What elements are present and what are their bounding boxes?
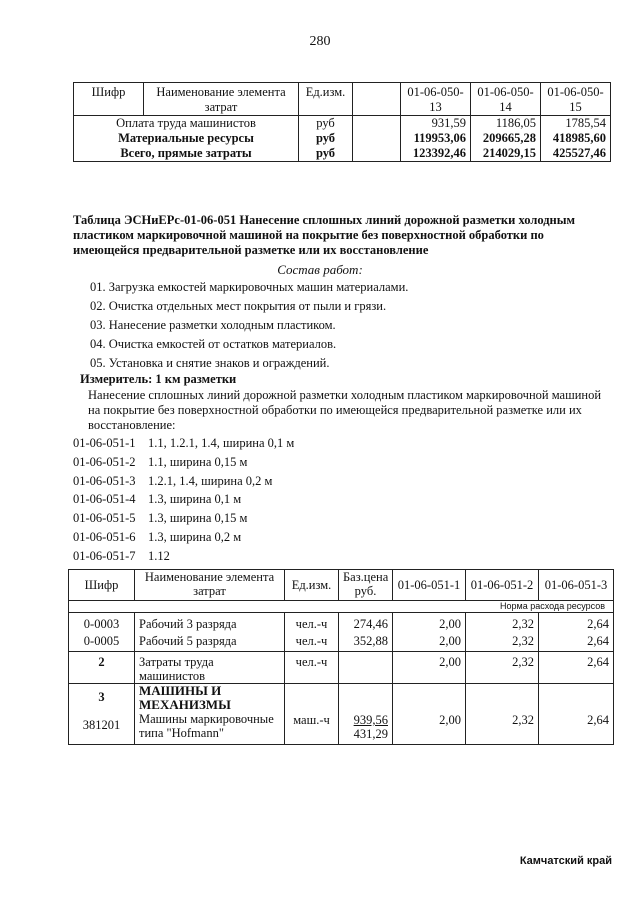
header-col-15: 01-06-050-15: [541, 83, 611, 116]
operation-item: 05. Установка и снятие знаков и ограждений.: [90, 356, 330, 370]
machine-price-cell: [339, 684, 393, 745]
row-value: 2,64: [539, 652, 614, 684]
table-header-row: [74, 83, 611, 116]
row-name: Оплата труда машинистов: [74, 116, 299, 132]
row-value: 2,64: [587, 713, 609, 727]
row-value: 209665,28: [471, 131, 541, 146]
row-value: 1785,54: [541, 116, 611, 132]
section-name: МАШИНЫ И МЕХАНИЗМЫ: [139, 683, 231, 712]
code-text: 1.3, ширина 0,2 м: [148, 529, 242, 544]
code-item: [73, 490, 294, 509]
table-row: [74, 116, 611, 132]
header-unit: Ед.изм.: [285, 570, 339, 601]
header-col-2: 01-06-051-2: [466, 570, 539, 601]
measure-unit: Измеритель: 1 км разметки: [80, 372, 237, 386]
header-empty: [353, 83, 401, 116]
code-item: [73, 472, 294, 491]
row-value: 2,00: [393, 631, 466, 652]
operation-item: 02. Очистка отдельных мест покрытия от пыли и грязи.: [90, 299, 387, 313]
machine-price-2: 431,29: [353, 727, 388, 741]
page-number: 280: [309, 34, 331, 49]
code-item: [73, 528, 294, 547]
operation-item: 01. Загрузка емкостей маркировочных машин материалами.: [90, 280, 409, 294]
code-id: 01-06-051-3: [73, 473, 136, 488]
table-row: [74, 146, 611, 162]
code-text: 1.1, 1.2.1, 1.4, ширина 0,1 м: [148, 436, 295, 450]
header-col-13: 01-06-050-13: [401, 83, 471, 116]
table-row: [69, 684, 614, 745]
row-unit: чел.-ч: [285, 613, 339, 632]
row-unit: руб: [299, 116, 353, 132]
section-code: 3: [98, 690, 105, 704]
row-price: 352,88: [339, 631, 393, 652]
code-text: 1.1, ширина 0,15 м: [148, 454, 248, 469]
norm-row: [69, 601, 614, 613]
row-value: 2,32: [466, 652, 539, 684]
norm-label: Норма расхода ресурсов: [69, 601, 614, 613]
code-text: 1.12: [148, 548, 170, 563]
row-value: 123392,46: [401, 146, 471, 162]
row-value: 2,00: [393, 652, 466, 684]
operation-item: 04. Очистка емкостей от остатков материалов.: [90, 337, 337, 351]
row-empty: [353, 116, 401, 132]
code-id: 01-06-051-5: [73, 511, 136, 526]
description: Нанесение сплошных линий дорожной разметки холодным пластиком маркировочной машиной на покрытие без поверхностной обработки по имеющейся предварительной разметке или их восстановление:: [88, 388, 602, 432]
row-value: 931,59: [401, 116, 471, 132]
machine-value-cell: [466, 684, 539, 745]
row-code: 2: [69, 652, 135, 684]
row-unit: руб: [299, 131, 353, 146]
operation-item: 03. Нанесение разметки холодным пластиком.: [90, 318, 336, 332]
header-name: Наименование элемента затрат: [144, 83, 299, 116]
row-value: 2,32: [512, 713, 534, 727]
row-value: 2,32: [466, 613, 539, 632]
code-item: [73, 453, 294, 472]
header-col-1: 01-06-051-1: [393, 570, 466, 601]
resources-table: [68, 569, 614, 745]
row-value: 214029,15: [471, 146, 541, 162]
code-text: 1.3, ширина 0,1 м: [148, 492, 242, 507]
code-item: [73, 509, 294, 528]
code-text: 1.3, ширина 0,15 м: [148, 511, 248, 526]
row-unit: руб: [299, 146, 353, 162]
machine-code: 381201: [82, 718, 121, 732]
machine-unit-cell: [285, 684, 339, 745]
row-code: 0-0003: [69, 613, 135, 632]
row-value: 2,64: [539, 631, 614, 652]
row-value: 2,00: [393, 613, 466, 632]
code-item: [73, 434, 294, 453]
table-row: [69, 652, 614, 684]
code-id: 01-06-051-7: [73, 548, 136, 563]
table-row: [69, 613, 614, 632]
row-empty: [353, 146, 401, 162]
machine-unit: маш.-ч: [293, 713, 330, 727]
row-value: 418985,60: [541, 131, 611, 146]
header-col-14: 01-06-050-14: [471, 83, 541, 116]
composition-title: Состав работ:: [277, 262, 363, 277]
table-header-row: [69, 570, 614, 601]
row-value: 2,64: [539, 613, 614, 632]
section-heading: Таблица ЭСНиЕРс-01-06-051 Нанесение сплошных линий дорожной разметки холодным пластиком маркировочной машиной на покрытие без поверхностной обработки по имеющейся предварительной разметке или их восстановление: [73, 213, 576, 257]
table-row: [69, 631, 614, 652]
code-id: 01-06-051-1: [73, 436, 136, 450]
costs-table-top: [73, 82, 611, 162]
machine-value-cell: [393, 684, 466, 745]
machine-value-cell: [539, 684, 614, 745]
row-empty: [353, 131, 401, 146]
section-name-cell: [135, 684, 285, 745]
table-row: [74, 131, 611, 146]
row-unit: чел.-ч: [285, 631, 339, 652]
footer-region: Камчатский край: [519, 855, 612, 867]
row-name: Затраты труда машинистов: [135, 652, 285, 684]
row-value: 2,00: [439, 713, 461, 727]
header-code: Шифр: [69, 570, 135, 601]
section-code-cell: [69, 684, 135, 745]
row-code: 0-0005: [69, 631, 135, 652]
row-value: 1186,05: [471, 116, 541, 132]
row-name: Рабочий 3 разряда: [135, 613, 285, 632]
operations-list: [90, 278, 408, 373]
code-text: 1.2.1, 1.4, ширина 0,2 м: [148, 473, 273, 488]
code-item: [73, 547, 294, 566]
header-col-3: 01-06-051-3: [539, 570, 614, 601]
header-name: Наименование элемента затрат: [135, 570, 285, 601]
codes-list: [73, 434, 294, 566]
row-price: [339, 652, 393, 684]
row-value: 2,32: [466, 631, 539, 652]
row-name: Рабочий 5 разряда: [135, 631, 285, 652]
code-id: 01-06-051-2: [73, 454, 136, 469]
row-value: 425527,46: [541, 146, 611, 162]
machine-name: Машины маркировочные типа "Hofmann": [139, 712, 274, 740]
machine-price-1: 939,56: [353, 713, 388, 727]
row-value: 119953,06: [401, 131, 471, 146]
row-price: 274,46: [339, 613, 393, 632]
header-price: Баз.цена руб.: [339, 570, 393, 601]
code-id: 01-06-051-4: [73, 492, 136, 507]
row-unit: чел.-ч: [285, 652, 339, 684]
header-code: Шифр: [74, 83, 144, 116]
code-id: 01-06-051-6: [73, 529, 136, 544]
row-name: Всего, прямые затраты: [74, 146, 299, 162]
header-unit: Ед.изм.: [299, 83, 353, 116]
row-name: Материальные ресурсы: [74, 131, 299, 146]
